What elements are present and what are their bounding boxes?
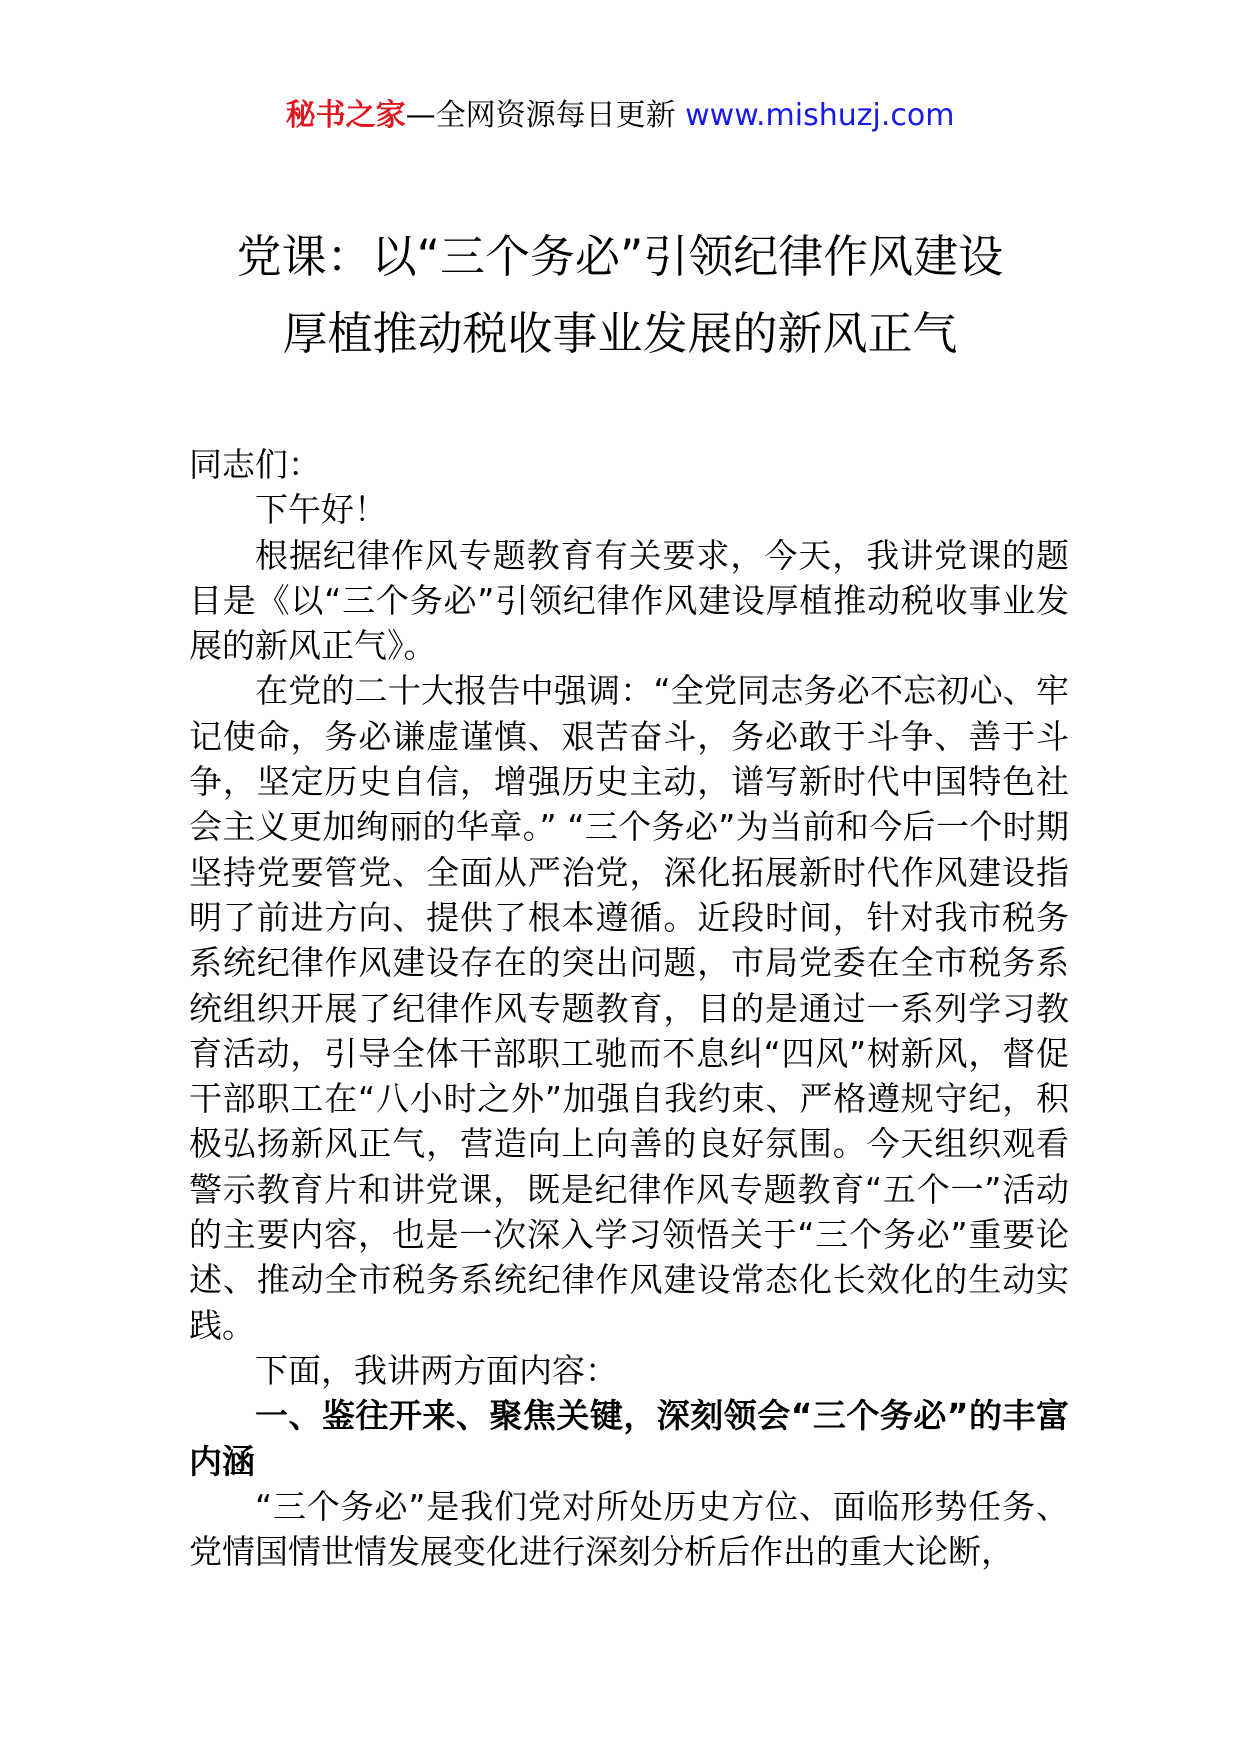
site-header: [0, 96, 1240, 136]
section-paragraph: “三个务必”是我们党对所处历史方位、面临形势任务、党情国情世情发展变化进行深刻分析后作出的重大论断，: [189, 1486, 1069, 1572]
document-body: [189, 442, 1069, 1574]
salutation: 同志们：: [189, 445, 321, 484]
document-title: [0, 232, 1240, 359]
site-slogan: —全网资源每日更新: [405, 98, 676, 133]
body-paragraph: 在党的二十大报告中强调：“全党同志务必不忘初心、牢记使命，务必谦虚谨慎、艰苦奋斗，务必敢于斗争、善于斗争，坚定历史自信，增强历史主动，谱写新时代中国特色社会主义更加绚丽的华章。” “三个务必”为当前和今后一个时期坚持党要管党、全面从严治党，深化拓展新时代作风建设指明了前进方向、提供了根本遵循。近段时间，针对我市税务系统纪律作风建设存在的突出问题，市局党委在全市税务系统组织开展了纪律作风专题教育，目的是通过一系列学习教育活动，引导全体干部职工驰而不息纠“四风”树新风，督促干部职工在“八小时之外”加强自我约束、严格遵规守纪，积极弘扬新风正气，营造向上向善的良好氛围。今天组织观看警示教育片和讲党课，既是纪律作风专题教育“五个一”活动的主要内容，也是一次深入学习领悟关于“三个务必”重要论述、推动全市税务系统纪律作风建设常态化长效化的生动实践。: [189, 671, 1069, 1345]
section-heading: 一、鉴往开来、聚焦关键，深刻领会“三个务必”的丰富内涵: [189, 1396, 1069, 1481]
title-line-1: 党课：以“三个务必”引领纪律作风建设: [236, 230, 1004, 283]
site-url-link[interactable]: www.mishuzj.com: [685, 98, 955, 133]
body-paragraph: 根据纪律作风专题教育有关要求，今天，我讲党课的题目是《以“三个务必”引领纪律作风建设厚植推动税收事业发展的新风正气》。: [189, 535, 1069, 666]
site-brand: 秘书之家: [285, 98, 406, 133]
title-line-2: 厚植推动税收事业发展的新风正气: [282, 307, 958, 360]
body-paragraph: 下面，我讲两方面内容：: [255, 1350, 618, 1390]
greeting: 下午好！: [255, 490, 387, 530]
